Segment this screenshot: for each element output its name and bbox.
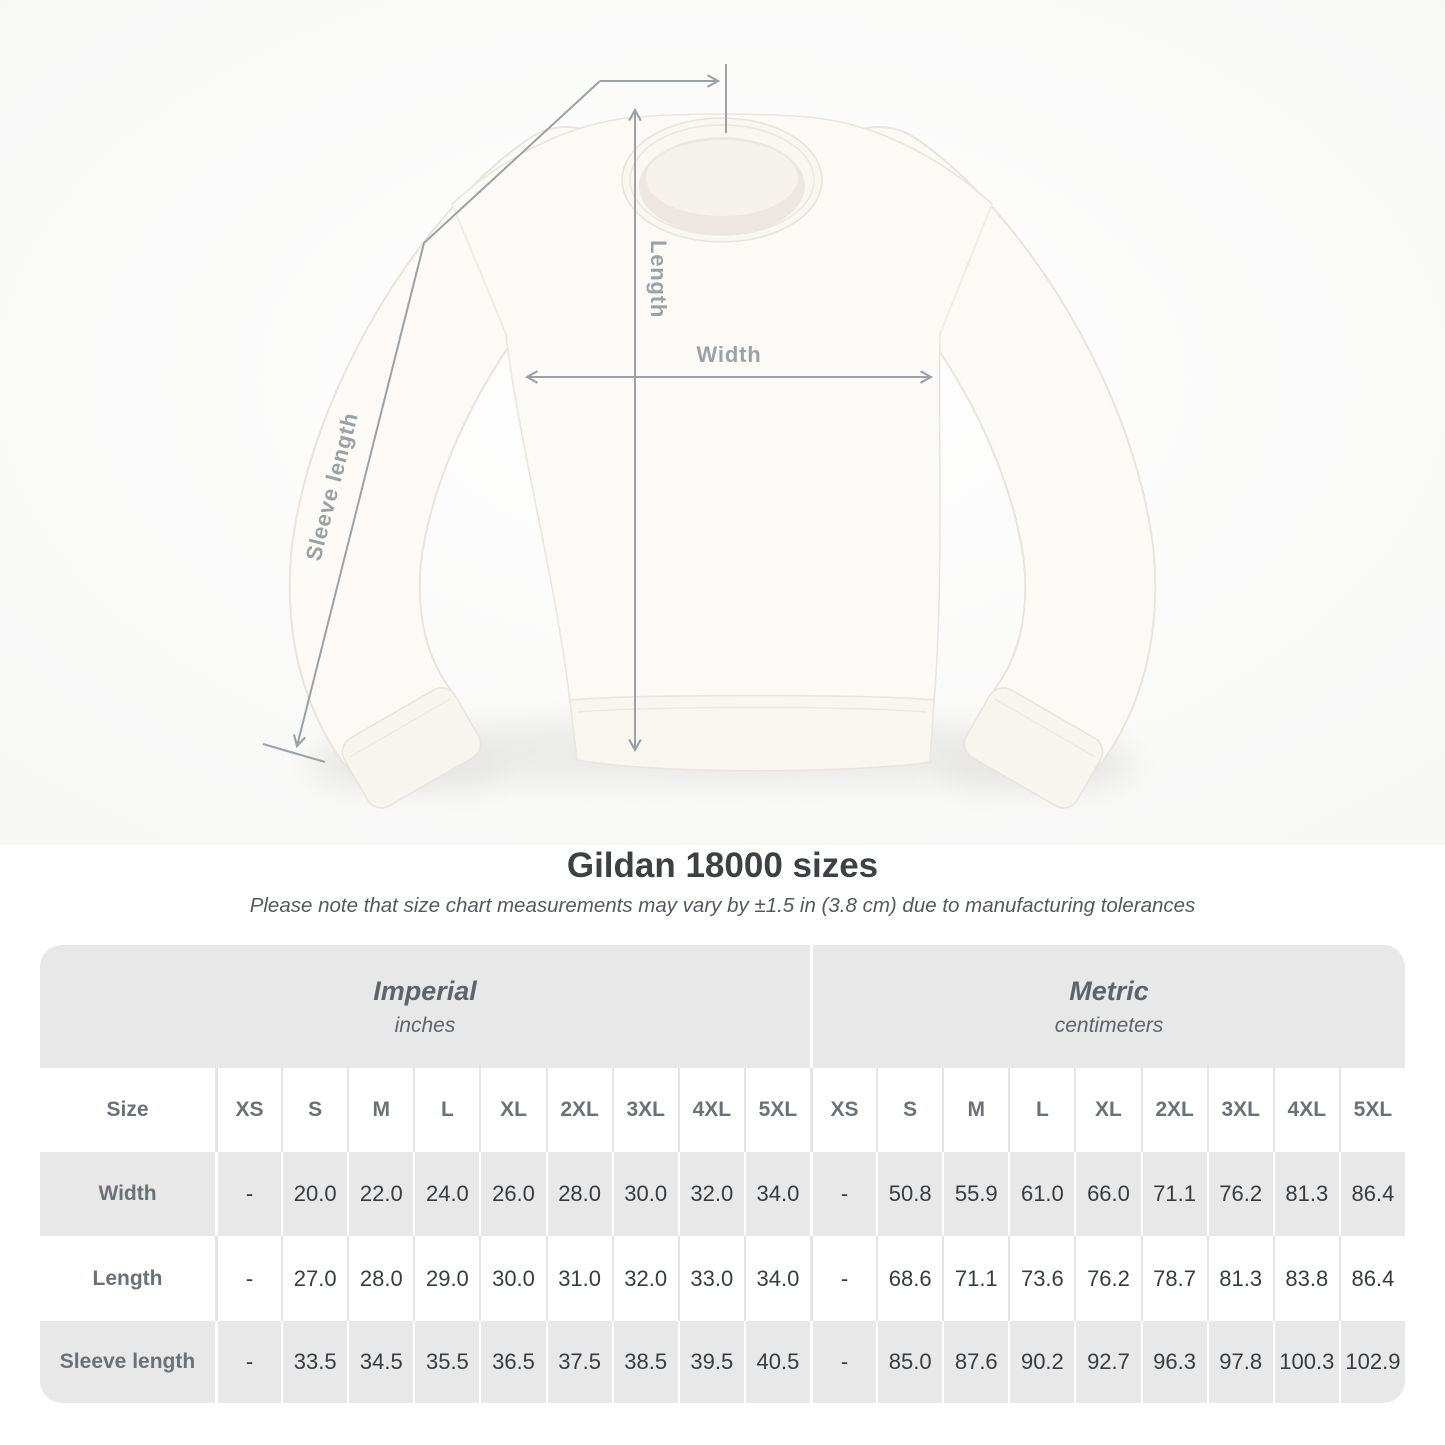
imperial-unit: inches bbox=[394, 1013, 456, 1037]
value-cell: 102.9 bbox=[1339, 1321, 1405, 1403]
value-cell: 86.4 bbox=[1339, 1152, 1405, 1236]
collar bbox=[622, 118, 822, 242]
value-cell: 31.0 bbox=[546, 1236, 612, 1321]
metric-label: Metric bbox=[1069, 975, 1149, 1006]
imperial-group-header bbox=[40, 945, 810, 1068]
size-cell: XS bbox=[215, 1068, 281, 1152]
value-cell: 87.6 bbox=[942, 1321, 1008, 1403]
value-cell: 32.0 bbox=[612, 1236, 678, 1321]
size-cell: 5XL bbox=[1339, 1068, 1405, 1152]
size-cell: M bbox=[347, 1068, 413, 1152]
size-cell: XL bbox=[1074, 1068, 1140, 1152]
metric-group-header bbox=[810, 945, 1405, 1068]
value-cell: 61.0 bbox=[1008, 1152, 1074, 1236]
value-cell: 90.2 bbox=[1008, 1321, 1074, 1403]
value-cell: 73.6 bbox=[1008, 1236, 1074, 1321]
value-cell: 71.1 bbox=[1141, 1152, 1207, 1236]
value-cell: 76.2 bbox=[1074, 1236, 1140, 1321]
value-cell: 81.3 bbox=[1207, 1236, 1273, 1321]
page-title: Gildan 18000 sizes bbox=[566, 846, 879, 885]
size-cell: XL bbox=[479, 1068, 545, 1152]
value-cell: 96.3 bbox=[1141, 1321, 1207, 1403]
value-cell: 86.4 bbox=[1339, 1236, 1405, 1321]
value-cell: - bbox=[215, 1236, 281, 1321]
length-label: Length bbox=[646, 240, 671, 319]
size-cell: 5XL bbox=[744, 1068, 810, 1152]
value-cell: 76.2 bbox=[1207, 1152, 1273, 1236]
value-cell: 20.0 bbox=[281, 1152, 347, 1236]
value-cell: 55.9 bbox=[942, 1152, 1008, 1236]
size-table bbox=[40, 945, 1405, 1403]
size-cell: XS bbox=[810, 1068, 876, 1152]
size-row-header: Size bbox=[40, 1068, 215, 1152]
value-cell: - bbox=[215, 1321, 281, 1403]
waistband bbox=[570, 696, 934, 771]
value-cell: 30.0 bbox=[479, 1236, 545, 1321]
value-cell: 97.8 bbox=[1207, 1321, 1273, 1403]
value-cell: 24.0 bbox=[413, 1152, 479, 1236]
value-cell: - bbox=[215, 1152, 281, 1236]
value-cell: 34.5 bbox=[347, 1321, 413, 1403]
value-cell: 39.5 bbox=[678, 1321, 744, 1403]
value-cell: 30.0 bbox=[612, 1152, 678, 1236]
unit-group-row bbox=[40, 945, 1405, 1068]
size-cell: 2XL bbox=[1141, 1068, 1207, 1152]
size-cell: 3XL bbox=[1207, 1068, 1273, 1152]
value-cell: 28.0 bbox=[347, 1236, 413, 1321]
size-cell: 4XL bbox=[678, 1068, 744, 1152]
length-row-header: Length bbox=[40, 1236, 215, 1321]
value-cell: 29.0 bbox=[413, 1236, 479, 1321]
value-cell: - bbox=[810, 1236, 876, 1321]
value-cell: 26.0 bbox=[479, 1152, 545, 1236]
value-cell: 27.0 bbox=[281, 1236, 347, 1321]
size-cell: L bbox=[413, 1068, 479, 1152]
size-cell: 3XL bbox=[612, 1068, 678, 1152]
size-cell: S bbox=[876, 1068, 942, 1152]
value-cell: 92.7 bbox=[1074, 1321, 1140, 1403]
metric-unit: centimeters bbox=[1054, 1013, 1164, 1037]
value-cell: 38.5 bbox=[612, 1321, 678, 1403]
value-cell: 34.0 bbox=[744, 1152, 810, 1236]
value-cell: 100.3 bbox=[1273, 1321, 1339, 1403]
value-cell: - bbox=[810, 1321, 876, 1403]
value-cell: 36.5 bbox=[479, 1321, 545, 1403]
size-cell: 2XL bbox=[546, 1068, 612, 1152]
sleeve-length-label: Sleeve length bbox=[300, 409, 363, 564]
value-cell: 40.5 bbox=[744, 1321, 810, 1403]
value-cell: 37.5 bbox=[546, 1321, 612, 1403]
sleeve-length-row bbox=[40, 1321, 1405, 1403]
length-row bbox=[40, 1236, 1405, 1321]
value-cell: 32.0 bbox=[678, 1152, 744, 1236]
size-cell: M bbox=[942, 1068, 1008, 1152]
value-cell: 33.0 bbox=[678, 1236, 744, 1321]
value-cell: 71.1 bbox=[942, 1236, 1008, 1321]
size-cell: 4XL bbox=[1273, 1068, 1339, 1152]
size-cell: S bbox=[281, 1068, 347, 1152]
value-cell: 66.0 bbox=[1074, 1152, 1140, 1236]
value-cell: 34.0 bbox=[744, 1236, 810, 1321]
value-cell: 28.0 bbox=[546, 1152, 612, 1236]
size-header-row bbox=[40, 1068, 1405, 1152]
value-cell: 85.0 bbox=[876, 1321, 942, 1403]
value-cell: 68.6 bbox=[876, 1236, 942, 1321]
value-cell: - bbox=[810, 1152, 876, 1236]
size-cell: L bbox=[1008, 1068, 1074, 1152]
value-cell: 83.8 bbox=[1273, 1236, 1339, 1321]
value-cell: 33.5 bbox=[281, 1321, 347, 1403]
imperial-label: Imperial bbox=[373, 975, 477, 1006]
value-cell: 78.7 bbox=[1141, 1236, 1207, 1321]
width-label: Width bbox=[696, 342, 762, 367]
value-cell: 81.3 bbox=[1273, 1152, 1339, 1236]
sleeve-length-row-header: Sleeve length bbox=[40, 1321, 215, 1403]
value-cell: 50.8 bbox=[876, 1152, 942, 1236]
size-table-grid bbox=[40, 945, 1405, 1403]
value-cell: 22.0 bbox=[347, 1152, 413, 1236]
width-row-header: Width bbox=[40, 1152, 215, 1236]
tolerance-note: Please note that size chart measurements may vary by ±1.5 in (3.8 cm) due to manufacturing tolerances bbox=[249, 894, 1196, 917]
width-row bbox=[40, 1152, 1405, 1236]
value-cell: 35.5 bbox=[413, 1321, 479, 1403]
